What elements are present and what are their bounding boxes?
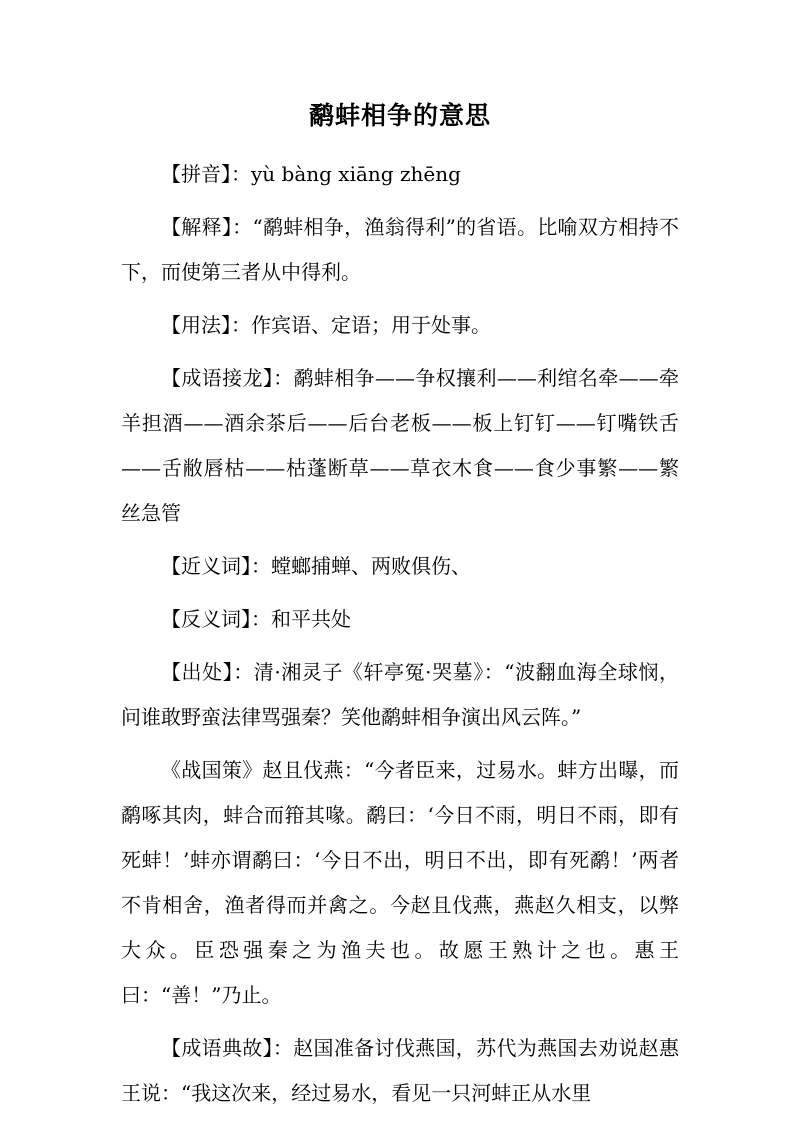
source-paragraph: 【出处】：清·湘灵子《轩亭冤·哭墓》：“波翻血海全球悯，问谁敢野蛮法律骂强秦？笑他鹬蚌相争演出风云阵。” (121, 660, 679, 729)
pinyin-paragraph: 【拼音】：yù bàng xiāng zhēng (161, 162, 461, 186)
document-title: 鹬蚌相争的意思 (308, 101, 491, 130)
zhanguoce-paragraph: 《战国策》赵且伐燕：“今者臣来，过易水。蚌方出曝，而鹬啄其肉，蚌合而箝其喙。鹬曰：‘今日不雨，明日不雨，即有死蚌！’蚌亦谓鹬曰：‘今日不出，明日不出，即有死鹬！’两者不肯相舍，渔者得而并禽之。今赵且伐燕，燕赵久相支，以弊大众。臣恐强秦之为渔夫也。故愿王熟计之也。惠王曰：“善！”乃止。 (121, 758, 679, 1007)
document-body (121, 152, 679, 1124)
synonyms-paragraph: 【近义词】：螳螂捕蝉、两败俱伤、 (161, 554, 471, 578)
explanation-paragraph: 【解释】：“鹬蚌相争，渔翁得利”的省语。比喻双方相持不下，而使第三者从中得利。 (121, 215, 679, 284)
idiom-chain-paragraph: 【成语接龙】：鹬蚌相争——争权攘利——利绾名牵——牵羊担酒——酒余茶后——后台老板——板上钉钉——钉嘴铁舌——舌敝唇枯——枯蓬断草——草衣木食——食少事繁——繁丝急管 (121, 366, 679, 525)
antonyms-paragraph: 【反义词】：和平共处 (161, 607, 351, 631)
usage-paragraph: 【用法】：作宾语、定语；用于处事。 (161, 313, 491, 337)
idiom-story-paragraph: 【成语典故】：赵国准备讨伐燕国，苏代为燕国去劝说赵惠王说：“我这次来，经过易水，看见一只河蚌正从水里 (121, 1036, 679, 1105)
